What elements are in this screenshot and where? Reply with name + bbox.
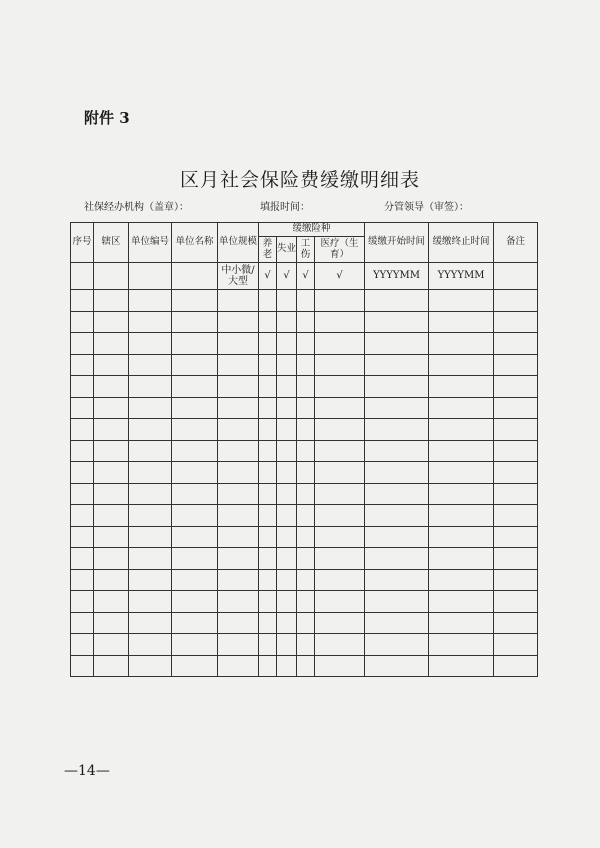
table-row [71, 591, 538, 613]
sample-row [71, 263, 538, 290]
table-cell [365, 397, 429, 419]
table-cell [365, 483, 429, 505]
table-cell [259, 419, 277, 441]
table-cell [315, 397, 365, 419]
table-cell [71, 569, 94, 591]
table-cell [218, 505, 259, 527]
table-cell [297, 612, 315, 634]
table-cell [315, 462, 365, 484]
table-row [71, 612, 538, 634]
table-cell [94, 612, 129, 634]
table-cell [218, 569, 259, 591]
table-cell [94, 462, 129, 484]
col-remarks-header: 备注 [494, 223, 538, 263]
table-cell [218, 591, 259, 613]
table-row [71, 397, 538, 419]
table-cell [277, 333, 297, 355]
table-cell [172, 354, 218, 376]
table-cell [71, 655, 94, 677]
table-cell [71, 548, 94, 570]
table-cell [129, 419, 172, 441]
table-cell [365, 290, 429, 312]
table-cell [494, 548, 538, 570]
table-cell [172, 548, 218, 570]
table-cell [494, 397, 538, 419]
table-cell [71, 333, 94, 355]
table-cell [297, 591, 315, 613]
deferral-table [70, 222, 538, 677]
table-cell [429, 612, 494, 634]
table-cell [259, 354, 277, 376]
table-cell [129, 655, 172, 677]
table-cell [71, 263, 94, 290]
table-cell [94, 548, 129, 570]
table-cell [297, 526, 315, 548]
table-cell [172, 440, 218, 462]
table-cell [365, 612, 429, 634]
sample-start-cell: YYYYMM [365, 263, 429, 290]
table-cell [315, 548, 365, 570]
table-cell [218, 612, 259, 634]
table-cell [71, 440, 94, 462]
sample-end-cell: YYYYMM [429, 263, 494, 290]
agency-label: 社保经办机构（盖章）： [84, 202, 189, 213]
table-cell [494, 655, 538, 677]
table-cell [297, 505, 315, 527]
table-cell [71, 483, 94, 505]
table-cell [172, 634, 218, 656]
col-unit-code-header: 单位编号 [129, 223, 172, 263]
table-cell [218, 634, 259, 656]
table-cell [259, 376, 277, 398]
table-row [71, 333, 538, 355]
table-cell [429, 333, 494, 355]
table-cell [259, 634, 277, 656]
table-cell [365, 311, 429, 333]
table-cell [259, 569, 277, 591]
table-cell [429, 440, 494, 462]
table-cell [494, 440, 538, 462]
table-cell [71, 462, 94, 484]
table-row [71, 376, 538, 398]
attachment-label: 附件 3 [84, 109, 130, 127]
table-cell [297, 419, 315, 441]
table-cell [494, 263, 538, 290]
table-cell [277, 569, 297, 591]
table-row [71, 419, 538, 441]
table-cell [365, 376, 429, 398]
table-cell [172, 311, 218, 333]
table-cell [315, 376, 365, 398]
table-cell [277, 376, 297, 398]
table-cell [365, 440, 429, 462]
table-cell [494, 505, 538, 527]
col-end-time-header: 缓缴终止时间 [429, 223, 494, 263]
table-cell [365, 548, 429, 570]
table-cell [94, 397, 129, 419]
table-cell [129, 612, 172, 634]
table-cell [297, 333, 315, 355]
table-cell [94, 483, 129, 505]
sample-pension-check: √ [259, 263, 277, 290]
table-cell [429, 290, 494, 312]
table-row [71, 290, 538, 312]
table-cell [94, 311, 129, 333]
table-cell [365, 462, 429, 484]
table-cell [429, 591, 494, 613]
table-cell [429, 419, 494, 441]
table-cell [129, 333, 172, 355]
table-cell [71, 419, 94, 441]
table-cell [494, 376, 538, 398]
table-cell [94, 440, 129, 462]
table-cell [172, 290, 218, 312]
table-cell [259, 290, 277, 312]
table-cell [494, 591, 538, 613]
table-cell [315, 483, 365, 505]
table-cell [259, 462, 277, 484]
table-cell [94, 263, 129, 290]
table-cell [172, 655, 218, 677]
col-seq-header: 序号 [71, 223, 94, 263]
table-cell [277, 526, 297, 548]
table-cell [277, 548, 297, 570]
table-cell [218, 376, 259, 398]
table-cell [297, 569, 315, 591]
header-row-1 [71, 223, 538, 237]
table-cell [429, 655, 494, 677]
table-cell [365, 569, 429, 591]
table-cell [172, 397, 218, 419]
table-cell [315, 634, 365, 656]
table-cell [172, 419, 218, 441]
table-cell [365, 354, 429, 376]
table-cell [297, 311, 315, 333]
table-cell [297, 397, 315, 419]
table-cell [297, 440, 315, 462]
table-row [71, 634, 538, 656]
table-cell [277, 483, 297, 505]
table-cell [172, 462, 218, 484]
table-cell [494, 634, 538, 656]
table-cell [277, 440, 297, 462]
table-cell [218, 290, 259, 312]
table-cell [259, 612, 277, 634]
table-cell [259, 397, 277, 419]
table-cell [218, 419, 259, 441]
table-cell [172, 333, 218, 355]
table-cell [365, 505, 429, 527]
table-cell [71, 634, 94, 656]
table-cell [429, 354, 494, 376]
table-cell [259, 440, 277, 462]
table-cell [315, 505, 365, 527]
table-cell [315, 290, 365, 312]
table-cell [365, 634, 429, 656]
table-cell [429, 397, 494, 419]
table-cell [277, 612, 297, 634]
table-row [71, 569, 538, 591]
table-cell [94, 505, 129, 527]
table-cell [494, 419, 538, 441]
table-cell [315, 419, 365, 441]
table-cell [129, 354, 172, 376]
table-cell [129, 591, 172, 613]
table-cell [315, 311, 365, 333]
table-cell [365, 333, 429, 355]
table-cell [71, 526, 94, 548]
table-cell [94, 655, 129, 677]
table-cell [494, 333, 538, 355]
table-cell [71, 290, 94, 312]
table-cell [71, 354, 94, 376]
table-cell [71, 311, 94, 333]
table-cell [277, 462, 297, 484]
table-cell [94, 376, 129, 398]
table-cell [297, 462, 315, 484]
col-district-header: 辖区 [94, 223, 129, 263]
table-cell [297, 634, 315, 656]
table-cell [429, 548, 494, 570]
sample-unemployment-check: √ [277, 263, 297, 290]
table-cell [94, 290, 129, 312]
table-cell [129, 462, 172, 484]
table-cell [494, 354, 538, 376]
table-cell [218, 440, 259, 462]
table-cell [129, 526, 172, 548]
table-cell [129, 376, 172, 398]
table-cell [315, 655, 365, 677]
table-cell [259, 591, 277, 613]
table-cell [429, 483, 494, 505]
table-cell [71, 397, 94, 419]
table-cell [277, 354, 297, 376]
table-cell [277, 505, 297, 527]
table-cell [172, 612, 218, 634]
table-cell [297, 548, 315, 570]
table-cell [71, 591, 94, 613]
table-cell [365, 591, 429, 613]
table-cell [129, 440, 172, 462]
table-cell [172, 376, 218, 398]
table-cell [71, 505, 94, 527]
table-cell [429, 376, 494, 398]
table-cell [94, 569, 129, 591]
table-cell [94, 634, 129, 656]
table-cell [315, 333, 365, 355]
table-row [71, 505, 538, 527]
table-row [71, 354, 538, 376]
table-cell [277, 419, 297, 441]
table-cell [129, 548, 172, 570]
table-cell [494, 483, 538, 505]
table-cell [315, 569, 365, 591]
table-cell [259, 483, 277, 505]
table-cell [277, 591, 297, 613]
table-cell [277, 311, 297, 333]
table-cell [94, 354, 129, 376]
col-injury-header: 工伤 [297, 237, 315, 263]
table-cell [129, 311, 172, 333]
table-cell [259, 548, 277, 570]
table-row [71, 655, 538, 677]
table-cell [71, 612, 94, 634]
leader-label: 分管领导（审签）： [384, 202, 469, 213]
table-cell [277, 397, 297, 419]
table-cell [218, 311, 259, 333]
table-cell [218, 655, 259, 677]
table-cell [297, 376, 315, 398]
table-cell [129, 290, 172, 312]
table-cell [218, 483, 259, 505]
table-cell [259, 505, 277, 527]
table-row [71, 548, 538, 570]
table-cell [129, 569, 172, 591]
table-cell [297, 354, 315, 376]
page-number: —14— [64, 763, 110, 779]
table-cell [315, 440, 365, 462]
table-cell [129, 483, 172, 505]
table-cell [129, 634, 172, 656]
table-cell [365, 526, 429, 548]
sample-injury-check: √ [297, 263, 315, 290]
table-cell [218, 462, 259, 484]
table-cell [129, 505, 172, 527]
table-cell [429, 311, 494, 333]
table-cell [172, 483, 218, 505]
table-row [71, 462, 538, 484]
col-pension-header: 养老 [259, 237, 277, 263]
table-cell [94, 526, 129, 548]
table-cell [172, 505, 218, 527]
table-cell [315, 591, 365, 613]
table-cell [259, 311, 277, 333]
table-cell [218, 397, 259, 419]
table-cell [129, 397, 172, 419]
table-cell [315, 526, 365, 548]
table-cell [277, 655, 297, 677]
table-row [71, 440, 538, 462]
col-unemployment-header: 失业 [277, 237, 297, 263]
col-start-time-header: 缓缴开始时间 [365, 223, 429, 263]
table-cell [218, 526, 259, 548]
table-cell [94, 591, 129, 613]
table-cell [429, 569, 494, 591]
table-cell [429, 462, 494, 484]
table-cell [259, 526, 277, 548]
col-unit-scale-header: 单位规模 [218, 223, 259, 263]
table-cell [172, 591, 218, 613]
table-cell [259, 655, 277, 677]
table-cell [429, 526, 494, 548]
table-cell [172, 526, 218, 548]
table-cell [494, 569, 538, 591]
table-cell [297, 290, 315, 312]
table-cell [218, 548, 259, 570]
table-cell [494, 612, 538, 634]
table-cell [297, 655, 315, 677]
page-title: 区月社会保险费缓缴明细表 [179, 169, 420, 191]
table-cell [71, 376, 94, 398]
table-cell [365, 419, 429, 441]
table-cell [218, 333, 259, 355]
table-cell [218, 354, 259, 376]
table-cell [315, 354, 365, 376]
col-unit-name-header: 单位名称 [172, 223, 218, 263]
table-cell [277, 634, 297, 656]
fill-time-label: 填报时间： [260, 202, 310, 213]
table-cell [129, 263, 172, 290]
table-cell [429, 634, 494, 656]
table-cell [494, 526, 538, 548]
table-cell [94, 419, 129, 441]
table-cell [277, 290, 297, 312]
table-row [71, 526, 538, 548]
table-cell [494, 462, 538, 484]
table-cell [494, 311, 538, 333]
table-cell [494, 290, 538, 312]
table-cell [172, 263, 218, 290]
table-row [71, 483, 538, 505]
sample-medical-check: √ [315, 263, 365, 290]
table-cell [172, 569, 218, 591]
col-medical-header: 医疗（生育） [315, 237, 365, 263]
table-cell [259, 333, 277, 355]
table-cell [94, 333, 129, 355]
table-row [71, 311, 538, 333]
table-cell [297, 483, 315, 505]
table-cell [365, 655, 429, 677]
table-cell [315, 612, 365, 634]
insurance-group-header: 缓缴险种 [259, 223, 365, 237]
table-cell [429, 505, 494, 527]
sample-scale-cell: 中小微/大型 [218, 263, 259, 290]
